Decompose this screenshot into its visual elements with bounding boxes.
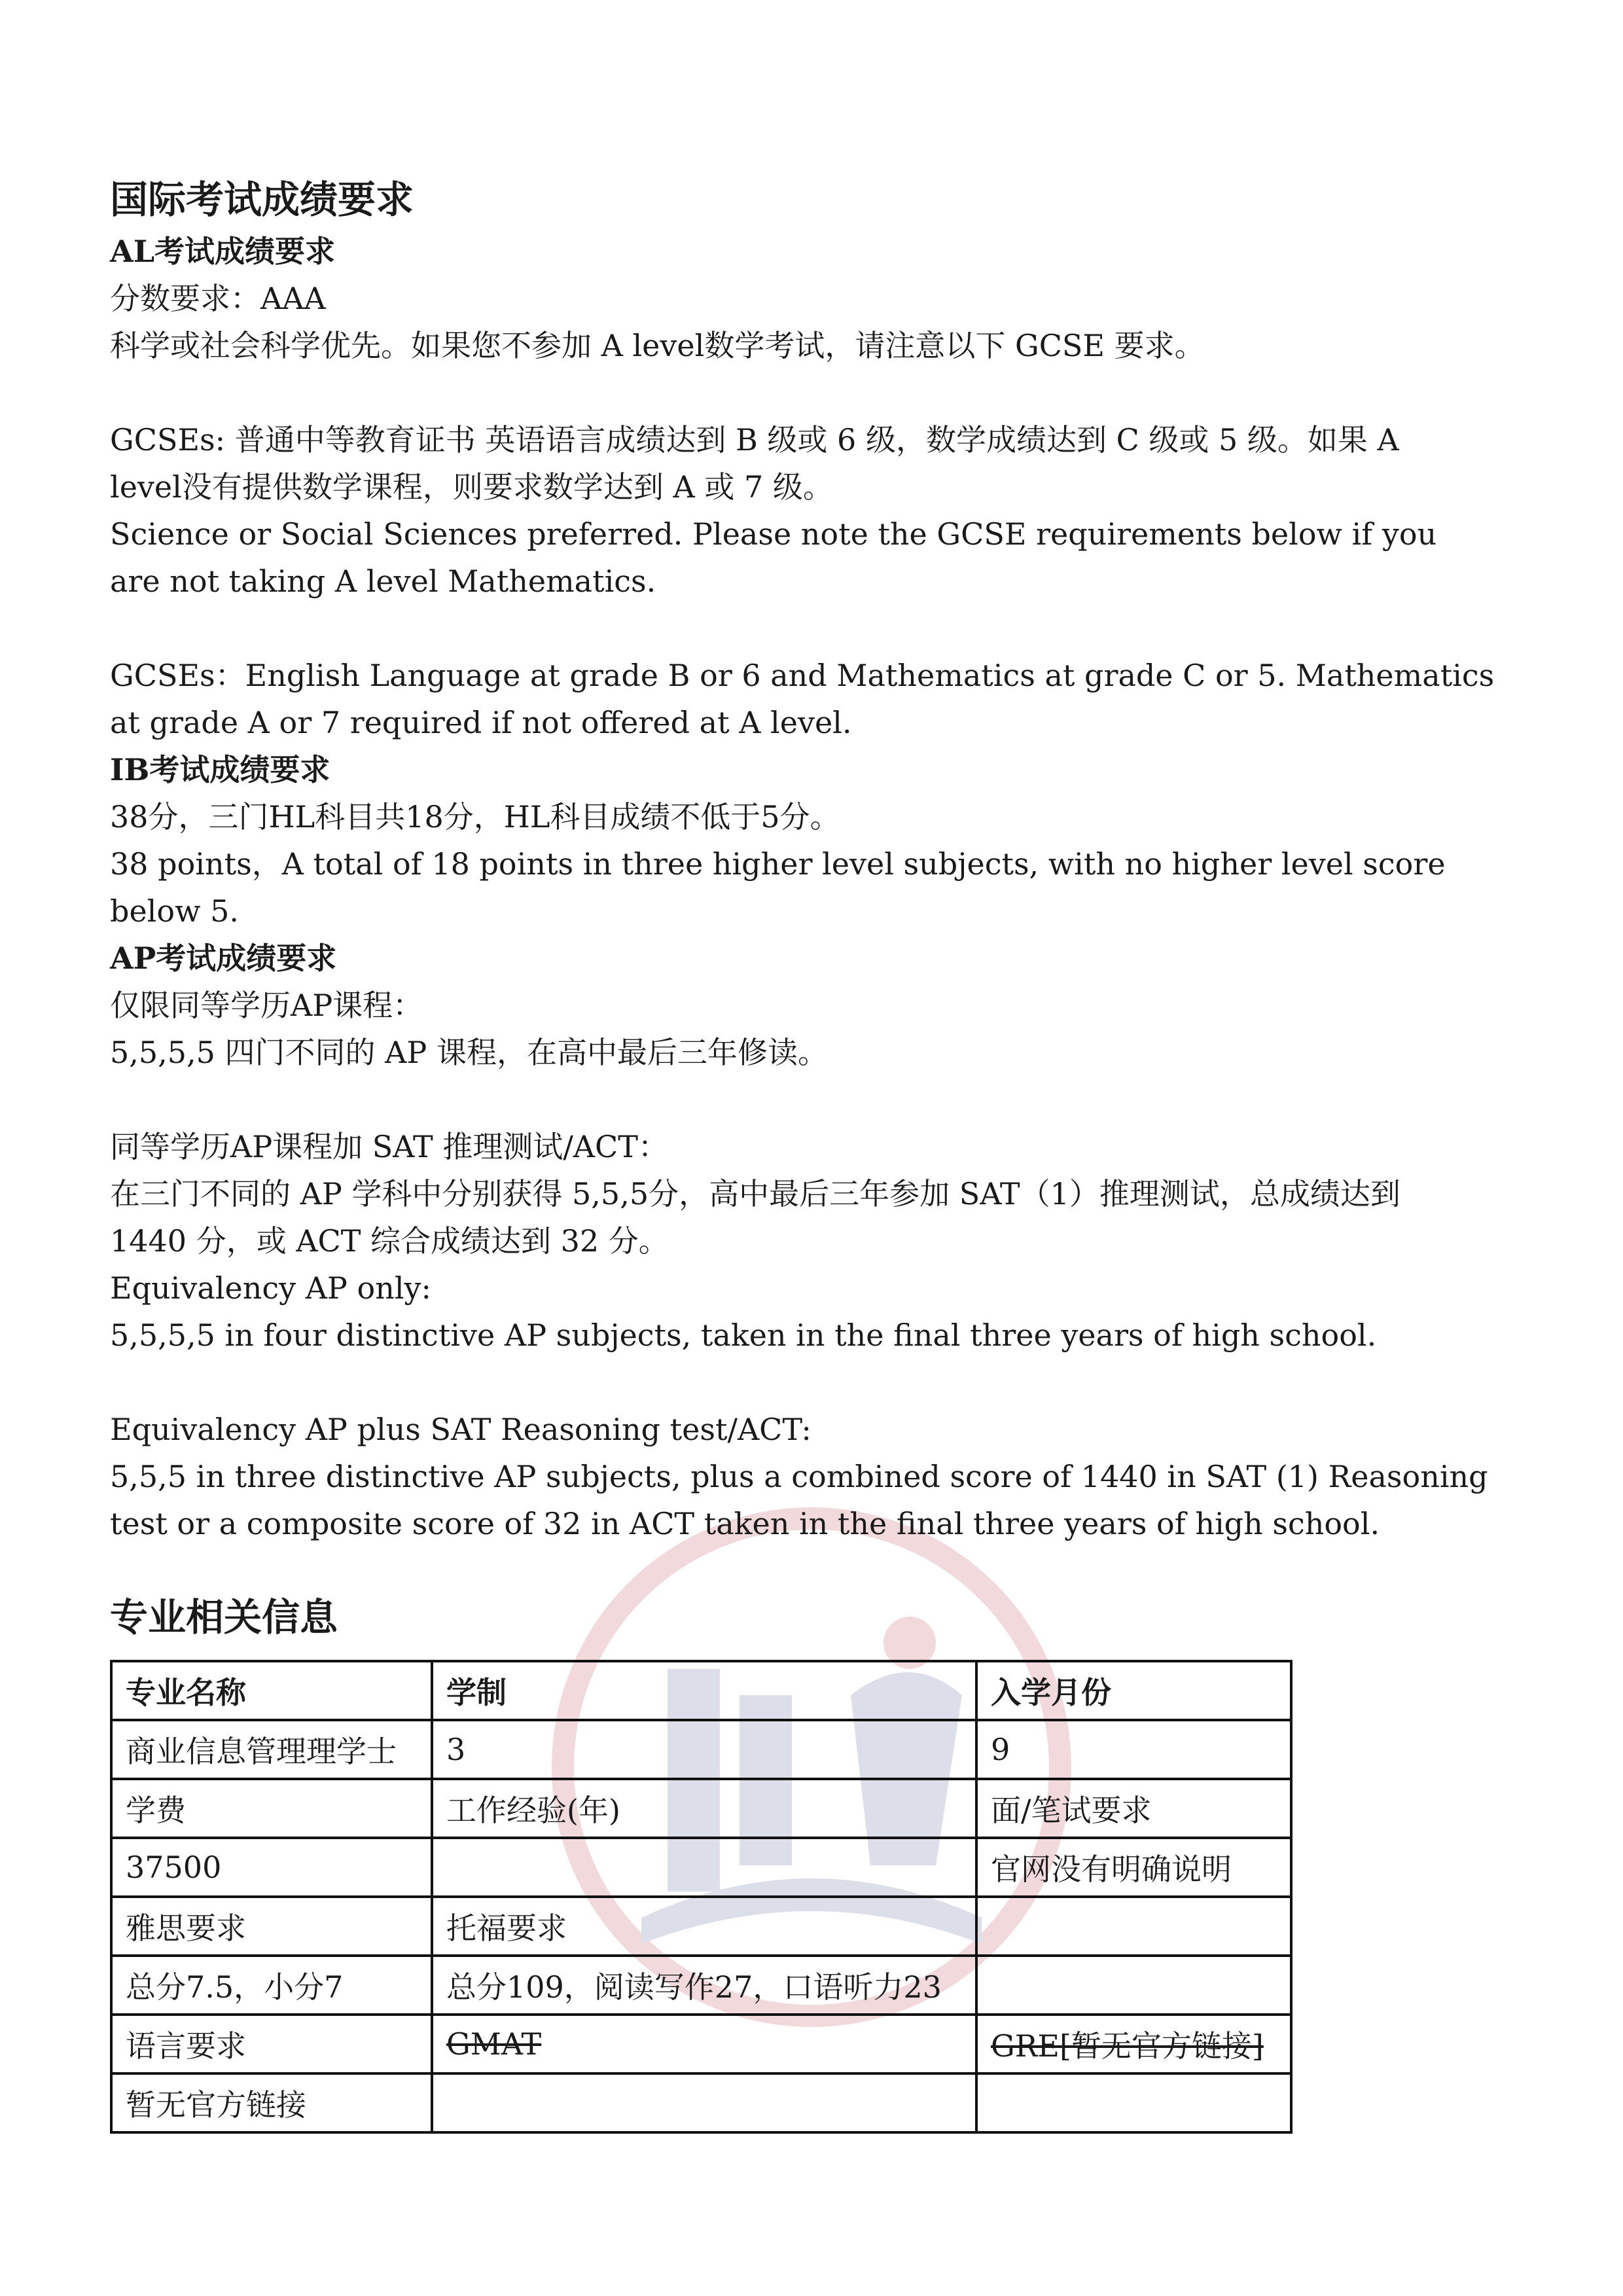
table-row [111, 1779, 1291, 1838]
ib-line: 38 points，A total of 18 points in three higher level subjects, with no higher level score [110, 846, 1446, 882]
al-line: Science or Social Sciences preferred. Please note the GCSE requirements below if you [110, 516, 1437, 552]
section-title-program-info: 专业相关信息 [110, 1595, 338, 1640]
ap-heading: AP考试成绩要求 [110, 941, 337, 976]
table-row [111, 2073, 1291, 2132]
table-header-cell: 入学月份 [976, 1661, 1291, 1720]
table-cell [432, 2073, 976, 2132]
table-row [111, 1956, 1291, 2015]
table-header-cell: 专业名称 [111, 1661, 432, 1720]
table-cell [976, 2073, 1291, 2132]
ap-line: 5,5,5,5 四门不同的 AP 课程，在高中最后三年修读。 [110, 1035, 828, 1070]
ap-line: 在三门不同的 AP 学科中分别获得 5,5,5分，高中最后三年参加 SAT（1）推理测试，总成绩达到 [110, 1176, 1400, 1211]
ap-line: 同等学历AP课程加 SAT 推理测试/ACT： [110, 1129, 668, 1164]
table-cell: 语言要求 [111, 2015, 432, 2073]
ap-line: 1440 分，或 ACT 综合成绩达到 32 分。 [110, 1223, 669, 1259]
table-cell: 37500 [111, 1838, 432, 1897]
table-cell [976, 1897, 1291, 1956]
table-cell: 托福要求 [432, 1897, 976, 1956]
ib-line: 38分，三门HL科目共18分，HL科目成绩不低于5分。 [110, 799, 840, 834]
ap-line: 仅限同等学历AP课程： [110, 988, 423, 1023]
ib-line: below 5. [110, 893, 239, 929]
table-row [111, 1720, 1291, 1779]
ap-line: Equivalency AP plus SAT Reasoning test/ACT: [110, 1412, 812, 1447]
table-header-cell: 学制 [432, 1661, 976, 1720]
table-cell: 总分109，阅读写作27，口语听力23 [432, 1956, 976, 2015]
al-line: level没有提供数学课程，则要求数学达到 A 或 7 级。 [110, 469, 833, 505]
al-heading: AL考试成绩要求 [110, 234, 336, 269]
al-line: GCSEs：English Language at grade B or 6 and Mathematics at grade C or 5. Mathematics [110, 658, 1495, 693]
table-cell: 暂无官方链接 [111, 2073, 432, 2132]
table-cell-struck: GMAT [432, 2015, 976, 2073]
document-page [110, 171, 1517, 2134]
table-cell: 工作经验(年) [432, 1779, 976, 1838]
ap-line: test or a composite score of 32 in ACT taken in the final three years of high school. [110, 1506, 1380, 1541]
table-cell: 总分7.5，小分7 [111, 1956, 432, 2015]
table-cell: 9 [976, 1720, 1291, 1779]
al-line: at grade A or 7 required if not offered at A level. [110, 705, 852, 740]
table-cell [976, 1956, 1291, 2015]
table-cell: 学费 [111, 1779, 432, 1838]
al-line: are not taking A level Mathematics. [110, 564, 656, 599]
table-header-row [111, 1661, 1291, 1720]
al-line: 分数要求：AAA [110, 281, 326, 316]
ap-line: Equivalency AP only: [110, 1270, 432, 1306]
section-title-exam-requirements: 国际考试成绩要求 [110, 177, 414, 222]
ap-line: 5,5,5,5 in four distinctive AP subjects, taken in the final three years of high school. [110, 1318, 1377, 1353]
table-row [111, 2015, 1291, 2073]
table-row [111, 1838, 1291, 1897]
table-cell-struck: GRE[暂无官方链接] [976, 2015, 1291, 2073]
al-line: 科学或社会科学优先。如果您不参加 A level数学考试，请注意以下 GCSE 要求。 [110, 328, 1205, 363]
table-cell: 雅思要求 [111, 1897, 432, 1956]
program-info-table [110, 1660, 1293, 2134]
table-cell: 官网没有明确说明 [976, 1838, 1291, 1897]
ib-heading: IB考试成绩要求 [110, 752, 330, 787]
table-cell: 面/笔试要求 [976, 1779, 1291, 1838]
ap-line: 5,5,5 in three distinctive AP subjects, plus a combined score of 1440 in SAT (1) Reasoning [110, 1459, 1488, 1494]
table-cell [432, 1838, 976, 1897]
table-cell: 3 [432, 1720, 976, 1779]
al-line: GCSEs: 普通中等教育证书 英语语言成绩达到 B 级或 6 级，数学成绩达到 C 级或 5 级。如果 A [110, 422, 1399, 457]
table-row [111, 1897, 1291, 1956]
table-cell: 商业信息管理理学士 [111, 1720, 432, 1779]
